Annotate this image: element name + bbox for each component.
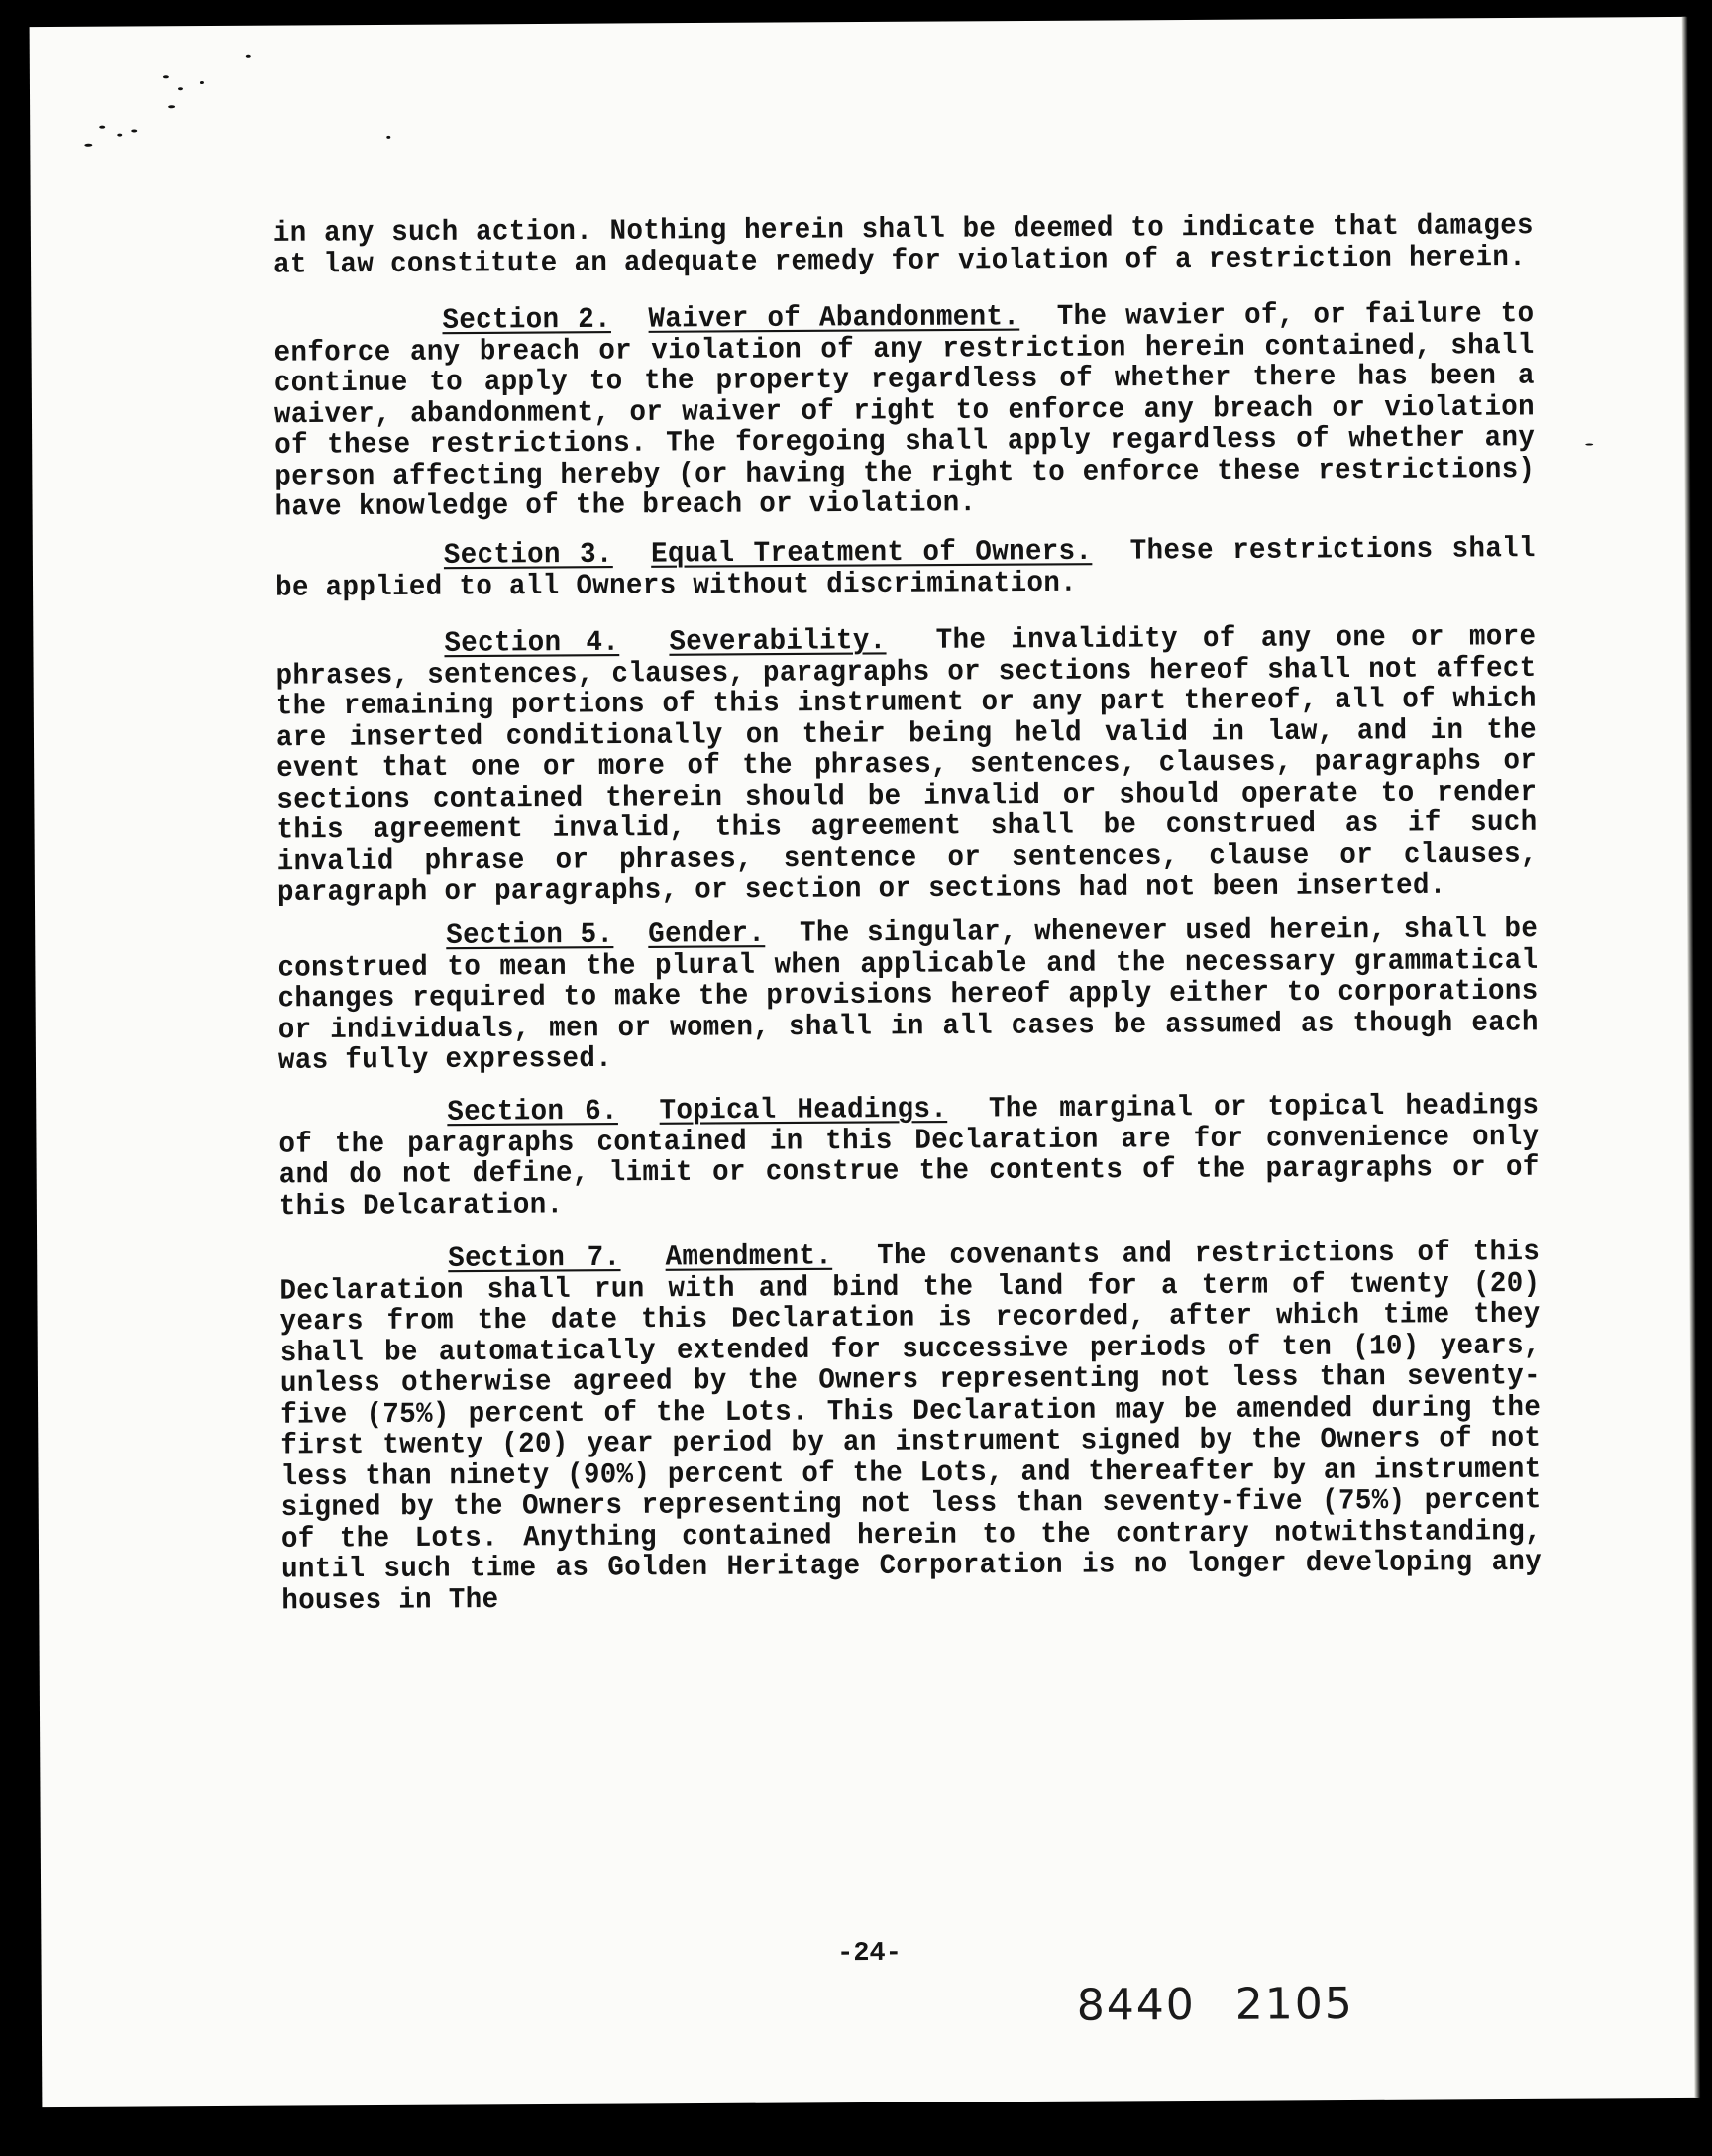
section-heading: Section 3.: [443, 537, 613, 572]
page-edge-shadow: [1682, 17, 1701, 2098]
scan-speck: [200, 81, 204, 84]
section-title: Waiver of Abandonment.: [648, 300, 1020, 337]
opening-paragraph: in any such action. Nothing herein shall be deemed to indicate that damages at law constitute an adequate remedy for violation of a restriction herein.: [272, 209, 1534, 281]
document-page: [30, 17, 1699, 2107]
section-body: The singular, whenever used herein, shall be construed to mean the plural when applicable and the necessary grammatical changes required to make the provisions hereof apply either to corporations or individuals, men or women, shall in all cases be assumed as though each was fully expressed.: [277, 913, 1539, 1078]
scan-speck: [99, 126, 105, 129]
scan-speck: [1585, 443, 1593, 445]
section-body: The marginal or topical headings of the paragraphs contained in this Declaration are for convenience only and do not define, limit or construe the contents of the paragraphs or of this Delcaration.: [278, 1089, 1540, 1223]
section-body: These restrictions shall be applied to all Owners without discrimination.: [274, 532, 1536, 604]
section-7: [279, 1237, 1542, 1616]
section-heading: Section 6.: [447, 1094, 618, 1129]
scan-speck: [163, 75, 169, 78]
section-6: [278, 1090, 1540, 1222]
document-stamp-number: 8440 2105: [1076, 1978, 1354, 2031]
section-4: [275, 621, 1538, 908]
scan-speck: [178, 87, 183, 90]
section-body: The covenants and restrictions of this Declaration shall run with and bind the land for a term of twenty (20) years from the date this Declaration is recorded, after which time they shall be automatically extended for successive periods of ten (10) years, unless otherwise agreed by the Owners representing not less than seventy-five (75%) percent of the Lots. This Declaration may be amended during the first twenty (20) year period by an instrument signed by the Owners of not less than ninety (90%) percent of the Lots, and thereafter by an instrument signed by the Owners representing not less than seventy-five (75%) percent of the Lots. Anything contained herein to the contrary notwithstanding, until such time as Golden Heritage Corporation is no longer developing any houses in The: [279, 1236, 1543, 1617]
section-3: [275, 533, 1536, 602]
section-2: [273, 299, 1535, 524]
section-title: Amendment.: [665, 1240, 833, 1274]
document-body: [273, 211, 1543, 1625]
section-title: Equal Treatment of Owners.: [651, 535, 1093, 571]
scan-speck: [246, 55, 251, 58]
section-heading: Section 5.: [446, 918, 614, 953]
scan-speck: [168, 105, 175, 108]
section-body: The wavier of, or failure to enforce any breach or violation of any restriction herein contained, shall continue to apply to the property regardless of whether there has been a waiver, abandonment, or waiver of right to enforce any breach or violation of these restrictions. The foregoing shall apply regardless of whether any person affecting hereby (or having the right to enforce these restrictions) have knowledge of the breach or violation.: [273, 297, 1536, 525]
section-5: [277, 915, 1539, 1077]
section-heading: Section 7.: [448, 1240, 621, 1275]
section-heading: Section 2.: [442, 303, 612, 338]
section-heading: Section 4.: [444, 625, 620, 660]
section-title: Topical Headings.: [659, 1092, 948, 1128]
section-title: Gender.: [648, 917, 766, 952]
page-number: -24-: [837, 1938, 902, 1970]
scan-speck: [117, 134, 122, 137]
scan-speck: [131, 129, 137, 132]
section-body: The invalidity of any one or more phrases, sentences, clauses, paragraphs or sections hereof shall not affect the remaining portions of this instrument or any part thereof, all of which are inserted conditionally on their being held valid in law, and in the event that one or more of the phrases, sentences, clauses, paragraphs or sections contained therein should be invalid or should operate to render this agreement invalid, this agreement shall be construed as if such invalid phrase or phrases, sentence or sentences, clause or clauses, paragraph or paragraphs, or section or sections had not been inserted.: [275, 620, 1538, 910]
scan-speck: [84, 144, 92, 147]
scan-speck: [386, 136, 390, 139]
section-title: Severability.: [669, 624, 887, 659]
